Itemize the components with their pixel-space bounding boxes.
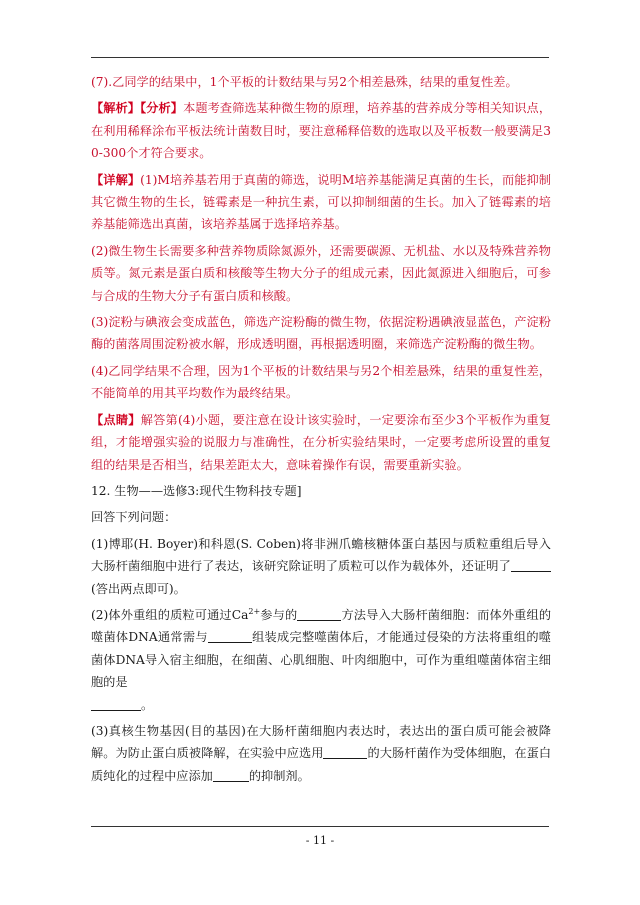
detail-paragraph-3: (3)淀粉与碘液会变成蓝色，筛选产淀粉酶的微生物，依据淀粉遇碘液显蓝色，产淀粉酶的菌落周围淀粉被水解，形成透明圈，再根据透明圈，来筛选产淀粉酶的微生物。 — [91, 315, 551, 352]
detail-text-1: (1)M培养基若用于真菌的筛选，说明M培养基能满足真菌的生长，而能抑制其它微生物的生长，链霉素是一种抗生素，可以抑制细菌的生长。加入了链霉素的培养基能筛选出真菌，该培养基属于选择培养基。 — [91, 172, 551, 232]
note-tag: 【点睛】 — [91, 412, 141, 427]
question-12-title: 12. 生物——选修3:现代生物科技专题] — [91, 483, 302, 498]
note-text: 解答第(4)小题，要注意在设计该实验时，一定要涂布至少3个平板作为重复组，才能增强实验的说服力与准确性，在分析实验结果时，一定要考虑所设置的重复组的结果是否相当，结果差距太大，意味着操作有误，需要重新实验。 — [91, 412, 551, 472]
page-number: - 11 - — [305, 834, 335, 847]
question-12-part-1 — [91, 533, 551, 600]
detail-paragraph-4: (4)乙同学结果不合理，因为1个平板的计数结果与另2个相差悬殊，结果的重复性差，不能简单的用其平均数作为最终结果。 — [91, 363, 551, 401]
header-rule — [91, 57, 549, 58]
answer-blank-5[interactable] — [323, 746, 367, 759]
detail-paragraph-1 — [91, 169, 551, 236]
analysis-subtag: 【分析】 — [140, 101, 184, 116]
answer-blank-1[interactable] — [511, 559, 551, 572]
part-3-text-b: 的大肠杆菌作为受体细胞，在蛋白质纯化的过程中应添加 — [91, 746, 552, 783]
part-3-text-c: 的抑制剂。 — [248, 768, 310, 783]
part-2-text-a: (2)体外重组的质粒可通过Ca — [91, 607, 249, 622]
answer-blank-4[interactable] — [91, 698, 141, 711]
question-12-intro: 回答下列问题： — [91, 510, 177, 525]
part-1-text-a: (1)博耶(H. Boyer)和科恩(S. Coben)将非洲爪蟾核糖体蛋白基因与质粒重组后导入大肠杆菌细胞中进行了表达，该研究除证明了质粒可以作为载体外，还证明了 — [91, 536, 551, 574]
note-paragraph — [91, 409, 551, 476]
part-2-text-c: 方法导入大肠杆菌细胞：而体外重组的噬菌体DNA通常需与 — [91, 607, 552, 645]
answer-blank-3[interactable] — [208, 630, 252, 643]
question-12-part-3 — [91, 720, 551, 787]
analysis-text: 本题考查筛选某种微生物的原理，培养基的营养成分等相关知识点，在利用稀释涂布平板法统计菌数目时，要注意稀释倍数的选取以及平板数一般要满足30-300个才符合要求。 — [91, 101, 552, 161]
detail-paragraph-2: (2)微生物生长需要多种营养物质除氮源外，还需要碳源、无机盐、水以及特殊营养物质等。氮元素是蛋白质和核酸等生物大分子的组成元素，因此氮源进入细胞后，可参与合成的生物大分子有蛋白质和核酸。 — [91, 243, 551, 303]
analysis-paragraph — [91, 97, 551, 164]
footer-rule — [91, 826, 549, 827]
answer-blank-2[interactable] — [297, 608, 341, 621]
calcium-superscript: 2+ — [248, 606, 261, 616]
part-1-text-b: (答出两点即可)。 — [91, 581, 186, 596]
detail-tag: 【详解】 — [91, 172, 141, 187]
part-3-text-a: (3)真核生物基因(目的基因)在大肠杆菌细胞内表达时，表达出的蛋白质可能会被降解。为防止蛋白质被降解，在实验中应选用 — [91, 723, 551, 761]
analysis-tag: 【解析】 — [91, 101, 141, 116]
page-content — [91, 71, 551, 791]
question-12-part-2 — [91, 604, 551, 716]
answer-7: (7).乙同学的结果中，1个平板的计数结果与另2个相差悬殊，结果的重复性差。 — [91, 75, 518, 89]
part-2-text-b: 参与的 — [260, 607, 298, 622]
part-2-text-e: 。 — [141, 697, 154, 712]
part-2-text-d: 组装成完整噬菌体后，才能通过侵染的方法将重组的噬菌体DNA导入宿主细胞，在细菌、心肌细胞、叶肉细胞中，可作为重组噬菌体宿主细胞的是 — [91, 630, 551, 690]
answer-blank-6[interactable] — [213, 769, 249, 782]
